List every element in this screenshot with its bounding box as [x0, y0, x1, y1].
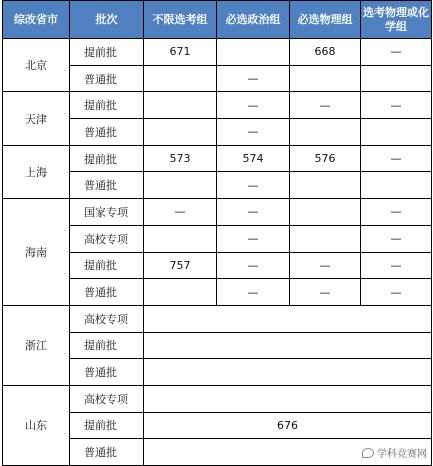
score-cell: — — [361, 279, 432, 306]
score-cell: — — [217, 225, 290, 252]
score-cell: — — [217, 172, 290, 199]
batch-cell: 普通批 — [70, 439, 144, 466]
header-batch: 批次 — [70, 1, 144, 39]
score-cell — [290, 225, 361, 252]
score-cell: — — [361, 252, 432, 279]
score-cell — [290, 119, 361, 146]
merged-score-cell — [144, 305, 432, 332]
merged-score-cell: 676 — [144, 412, 432, 439]
score-cell: — — [290, 92, 361, 119]
batch-cell: 普通批 — [70, 172, 144, 199]
score-cell — [290, 199, 361, 226]
score-table — [2, 0, 432, 466]
score-cell — [361, 172, 432, 199]
batch-cell: 普通批 — [70, 119, 144, 146]
score-cell: — — [361, 92, 432, 119]
score-cell: — — [217, 199, 290, 226]
watermark-text: 学科竞赛网 — [377, 449, 427, 460]
batch-cell: 普通批 — [70, 65, 144, 92]
batch-cell: 普通批 — [70, 279, 144, 306]
score-cell — [217, 39, 290, 66]
score-cell — [144, 279, 217, 306]
score-cell — [144, 119, 217, 146]
score-cell: — — [217, 92, 290, 119]
score-cell: — — [361, 225, 432, 252]
header-politics: 必选政治组 — [217, 1, 290, 39]
score-cell — [361, 119, 432, 146]
batch-cell: 提前批 — [70, 412, 144, 439]
batch-cell: 提前批 — [70, 92, 144, 119]
province-cell: 海南 — [3, 199, 70, 306]
batch-cell: 提前批 — [70, 252, 144, 279]
merged-score-cell — [144, 385, 432, 412]
batch-cell: 高校专项 — [70, 385, 144, 412]
score-cell: 668 — [290, 39, 361, 66]
header-province: 综改省市 — [3, 1, 70, 39]
table-row — [3, 145, 432, 172]
score-cell: — — [361, 145, 432, 172]
table-row — [3, 199, 432, 226]
score-cell — [290, 65, 361, 92]
score-cell — [144, 92, 217, 119]
batch-cell: 普通批 — [70, 359, 144, 386]
batch-cell: 高校专项 — [70, 225, 144, 252]
score-cell: 757 — [144, 252, 217, 279]
header-row — [3, 1, 432, 39]
score-cell: — — [217, 65, 290, 92]
score-cell — [144, 172, 217, 199]
batch-cell: 提前批 — [70, 145, 144, 172]
merged-score-cell — [144, 332, 432, 359]
table-row — [3, 92, 432, 119]
table-body — [3, 39, 432, 466]
header-physics: 必选物理组 — [290, 1, 361, 39]
table-header — [3, 1, 432, 39]
score-cell: — — [217, 279, 290, 306]
province-cell: 上海 — [3, 145, 70, 198]
score-cell: — — [217, 252, 290, 279]
score-cell: — — [290, 279, 361, 306]
table-row — [3, 305, 432, 332]
score-cell: 574 — [217, 145, 290, 172]
batch-cell: 提前批 — [70, 332, 144, 359]
score-cell: — — [217, 119, 290, 146]
watermark — [362, 445, 427, 460]
merged-score-cell — [144, 359, 432, 386]
score-cell: — — [361, 39, 432, 66]
province-cell: 山东 — [3, 385, 70, 465]
batch-cell: 高校专项 — [70, 305, 144, 332]
header-unrestricted: 不限选考组 — [144, 1, 217, 39]
header-physics-or-chemistry: 选考物理或化学组 — [361, 1, 432, 39]
province-cell: 北京 — [3, 39, 70, 92]
score-cell: 573 — [144, 145, 217, 172]
score-cell: — — [290, 252, 361, 279]
score-cell — [361, 65, 432, 92]
table-row — [3, 385, 432, 412]
province-cell: 天津 — [3, 92, 70, 145]
batch-cell: 国家专项 — [70, 199, 144, 226]
score-cell: — — [144, 199, 217, 226]
wechat-icon — [362, 448, 374, 458]
batch-cell: 提前批 — [70, 39, 144, 66]
score-cell — [144, 65, 217, 92]
score-cell — [290, 172, 361, 199]
score-cell: 576 — [290, 145, 361, 172]
score-cell — [144, 225, 217, 252]
province-cell: 浙江 — [3, 305, 70, 385]
table-row — [3, 39, 432, 66]
score-cell: 671 — [144, 39, 217, 66]
score-cell: — — [361, 199, 432, 226]
